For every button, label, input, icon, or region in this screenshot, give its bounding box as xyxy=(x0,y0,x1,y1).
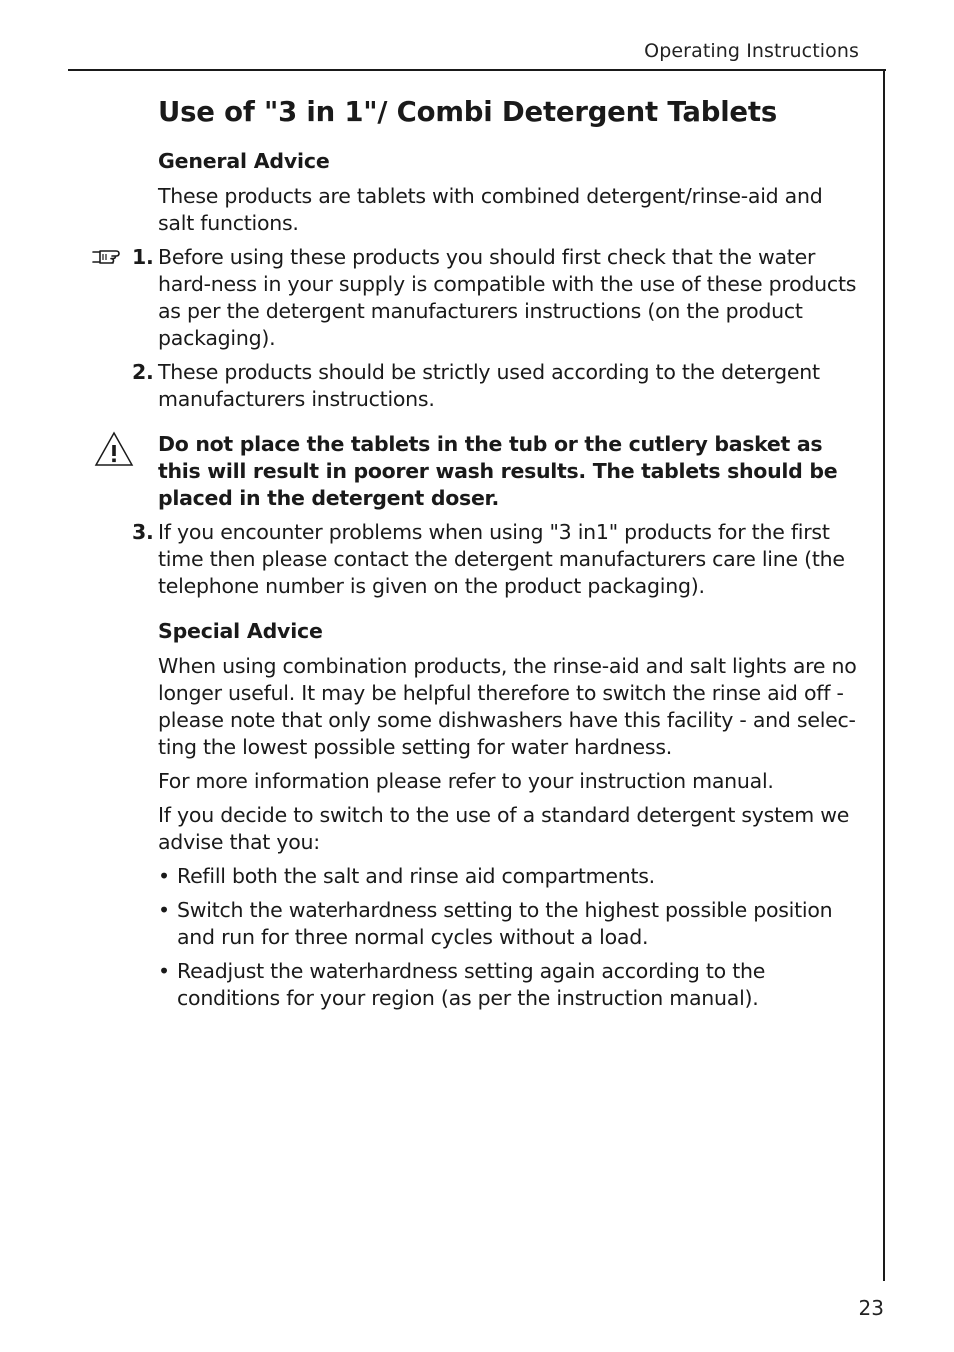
warning-note xyxy=(158,431,860,512)
special-advice-heading: Special Advice xyxy=(158,619,323,643)
special-advice-paragraph: For more information please refer to your instruction manual. xyxy=(158,769,774,793)
top-rule xyxy=(68,69,886,71)
list-item xyxy=(158,897,860,951)
step-1 xyxy=(132,244,860,352)
page-number: 23 xyxy=(858,1296,884,1320)
list-item xyxy=(158,863,860,890)
bullet-marker: • xyxy=(158,959,170,983)
step-text: Before using these products you should first check that the water hard-ness in your supply is compatible with the use of these products as per the detergent manufacturers instructions (on the product packaging). xyxy=(158,245,857,350)
running-header: Operating Instructions xyxy=(644,40,859,62)
step-number: 3. xyxy=(132,520,154,544)
general-advice-intro: These products are tablets with combined detergent/rinse-aid and salt functions. xyxy=(158,184,823,235)
warning-triangle-icon xyxy=(94,431,134,467)
page-content xyxy=(132,94,860,1019)
list-item xyxy=(158,958,860,1012)
side-rule xyxy=(883,69,885,1281)
step-text: If you encounter problems when using "3 in1" products for the first time then please contact the detergent manufacturers care line (the telephone number is given on the product packaging). xyxy=(158,520,845,598)
list-item-text: Refill both the salt and rinse aid compartments. xyxy=(177,864,655,888)
warning-text: Do not place the tablets in the tub or the cutlery basket as this will result in poorer wash results. The tablets should be placed in the detergent doser. xyxy=(158,432,838,510)
page-title: Use of "3 in 1"/ Combi Detergent Tablets xyxy=(158,96,777,128)
pointing-hand-icon xyxy=(92,246,126,268)
list-item-text: Switch the waterhardness setting to the highest possible position and run for three normal cycles without a load. xyxy=(177,898,833,949)
step-number: 1. xyxy=(132,245,154,269)
step-2 xyxy=(132,359,860,413)
bullet-marker: • xyxy=(158,898,170,922)
step-text: These products should be strictly used according to the detergent manufacturers instructions. xyxy=(158,360,820,411)
step-3 xyxy=(132,519,860,600)
bullet-marker: • xyxy=(158,864,170,888)
list-item-text: Readjust the waterhardness setting again according to the conditions for your region (as per the instruction manual). xyxy=(177,959,766,1010)
special-advice-paragraph: When using combination products, the rinse-aid and salt lights are no longer useful. It may be helpful therefore to switch the rinse aid off - please note that only some dishwashers have this facility - and selec-ting the lowest possible setting for water hardness. xyxy=(158,654,857,759)
step-number: 2. xyxy=(132,360,154,384)
general-advice-heading: General Advice xyxy=(158,149,330,173)
special-advice-paragraph: If you decide to switch to the use of a standard detergent system we advise that you: xyxy=(158,803,850,854)
